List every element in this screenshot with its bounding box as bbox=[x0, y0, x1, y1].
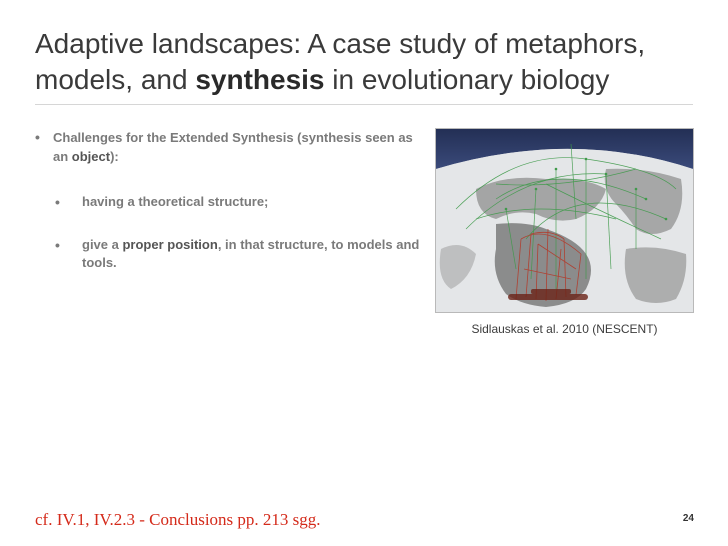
bullet-sub-2 bbox=[55, 236, 425, 272]
bullet-sub-2-end: , in that structure, to models and tools. bbox=[82, 237, 420, 270]
bullet-dot-icon: • bbox=[55, 194, 60, 210]
bullet-dot-icon: • bbox=[35, 129, 40, 145]
title-line-2-start: models, and bbox=[35, 64, 196, 95]
bullet-dot-icon: • bbox=[55, 237, 60, 253]
slide-title bbox=[35, 26, 695, 98]
title-line-2 bbox=[35, 62, 695, 98]
bullet-sub-2-start: give a bbox=[82, 237, 123, 252]
title-line-1: Adaptive landscapes: A case study of metaphors, bbox=[35, 28, 646, 59]
footer-reference: cf. IV.1, IV.2.3 - Conclusions pp. 213 sgg. bbox=[35, 510, 321, 529]
bullet-sub-1-text: having a theoretical structure; bbox=[82, 194, 269, 209]
phylogeography-map-image bbox=[436, 129, 693, 312]
bullet-main-end: ): bbox=[110, 149, 119, 164]
bullet-main bbox=[35, 128, 425, 166]
phylogeography-figure bbox=[436, 129, 693, 312]
bullet-sub-2-text bbox=[55, 236, 425, 272]
bullet-sub-1 bbox=[55, 193, 425, 211]
figure-caption: Sidlauskas et al. 2010 (NESCENT) bbox=[471, 322, 658, 336]
bullet-main-bold: object bbox=[71, 149, 111, 164]
bullet-main-text-start: Challenges for the Extended Synthesis (synthesis seen as an bbox=[53, 130, 413, 164]
title-divider bbox=[35, 104, 693, 105]
landmass-southeast bbox=[625, 247, 687, 303]
bullet-main-text bbox=[35, 128, 425, 166]
page-number: 24 bbox=[682, 513, 694, 524]
title-line-2-bold: synthesis bbox=[195, 64, 325, 95]
bullet-sub-2-bold: proper position bbox=[122, 237, 218, 252]
title-line-2-end: in evolutionary biology bbox=[324, 64, 610, 95]
